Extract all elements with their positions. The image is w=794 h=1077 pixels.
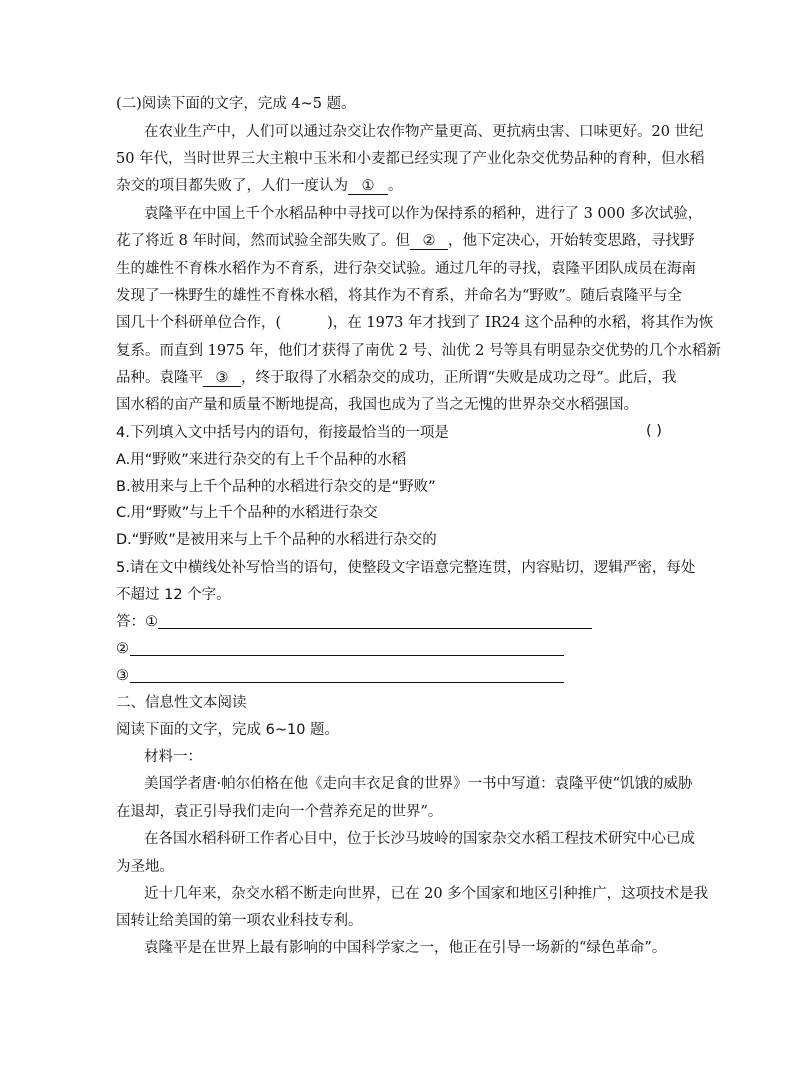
answer-line-2[interactable] [130, 655, 564, 656]
passage-line: 生的雄性不育株水稻作为不育系，进行杂交试验。通过几年的寻找，袁隆平团队成员在海南 [116, 261, 696, 277]
answer-label-2: ② [116, 641, 129, 657]
passage-line [116, 176, 403, 196]
passage-line [116, 231, 694, 251]
passage-text: 杂交的项目都失败了，人们一度认为 [116, 178, 348, 194]
question-5-stem: 5.请在文中横线处补写恰当的语句，使整段文字语意完整连贯，内容贴切，逻辑严密，每处 [116, 560, 696, 576]
passage-line: 在农业生产中，人们可以通过杂交让农作物产量更高、更抗病虫害、口味更好。20 世纪 [144, 124, 704, 140]
blank-1: ① [348, 178, 388, 195]
answer-label-3: ③ [116, 668, 129, 684]
material-label: 材料一： [144, 749, 202, 765]
option-b: B.被用来与上千个品种的水稻进行杂交的是“野败” [116, 479, 436, 495]
passage-text: 品种。袁隆平 [116, 370, 203, 386]
material-line: 为圣地。 [116, 859, 174, 875]
answer-label: 答：① [116, 614, 158, 630]
blank-2: ② [410, 233, 448, 250]
answer-line-3[interactable] [130, 682, 564, 683]
option-c: C.用“野败”与上千个品种的水稻进行杂交 [116, 505, 378, 521]
part-2-instruction: 阅读下面的文字，完成 6~10 题。 [116, 722, 340, 738]
passage-text: 。 [388, 178, 403, 194]
passage-line: 发现了一株野生的雄性不育株水稻，将其作为不育系，并命名为“野败”。随后袁隆平与全 [116, 288, 682, 304]
question-4-stem: 4.下列填入文中括号内的语句，衔接最恰当的一项是 [116, 425, 449, 441]
part-2-heading: 二、信息性文本阅读 [116, 695, 247, 711]
option-d: D.“野败”是被用来与上千个品种的水稻进行杂交的 [116, 532, 437, 548]
passage-text: 国几十个科研单位合作，( [116, 315, 282, 331]
option-a: A.用“野败”来进行杂交的有上千个品种的水稻 [116, 452, 407, 468]
passage-text: )，在 1973 年才找到了 IR24 这个品种的水稻，将其作为恢 [327, 315, 714, 331]
passage-text: ，他下定决心，开始转变思路，寻找野 [447, 233, 695, 249]
material-line: 在各国水稻科研工作者心目中，位于长沙马坡岭的国家杂交水稻工程技术研究中心已成 [144, 831, 695, 847]
material-line: 袁隆平是在世界上最有影响的中国科学家之一，他正在引导一场新的“绿色革命”。 [144, 940, 667, 956]
passage-line: 袁隆平在中国上千个水稻品种中寻找可以作为保持系的稻种，进行了 3 000 多次试验， [144, 206, 703, 222]
section-title: (二)阅读下面的文字，完成 4~5 题。 [116, 96, 356, 112]
question-5-stem: 不超过 12 个字。 [116, 587, 231, 603]
passage-text: ，终于取得了水稻杂交的成功，正所谓“失败是成功之母”。此后，我 [241, 370, 677, 386]
passage-line: 国水稻的亩产量和质量不断地提高，我国也成为了当之无愧的世界杂交水稻强国。 [116, 397, 638, 413]
material-line: 近十几年来，杂交水稻不断走向世界，已在 20 多个国家和地区引种推广，这项技术是我 [144, 886, 709, 902]
passage-line [116, 313, 713, 333]
passage-line: 50 年代，当时世界三大主粮中玉米和小麦都已经实现了产业化杂交优势品种的育种，但水稻 [116, 151, 705, 167]
material-line: 在退却，袁正引导我们走向一个营养充足的世界”。 [116, 804, 443, 820]
answer-line-1[interactable] [158, 628, 592, 629]
blank-3: ③ [203, 370, 241, 387]
answer-bracket: ( ) [646, 423, 662, 439]
passage-line [116, 368, 676, 388]
passage-text: 花了将近 8 年时间，然而试验全部失败了。但 [116, 233, 410, 249]
material-line: 国转让给美国的第一项农业科技专利。 [116, 913, 363, 929]
passage-line: 复系。而直到 1975 年，他们才获得了南优 2 号、汕优 2 号等具有明显杂交优势的几个水稻新 [116, 343, 722, 359]
material-line: 美国学者唐·帕尔伯格在他《走向丰衣足食的世界》一书中写道：袁隆平使“饥饿的威胁 [144, 776, 693, 792]
